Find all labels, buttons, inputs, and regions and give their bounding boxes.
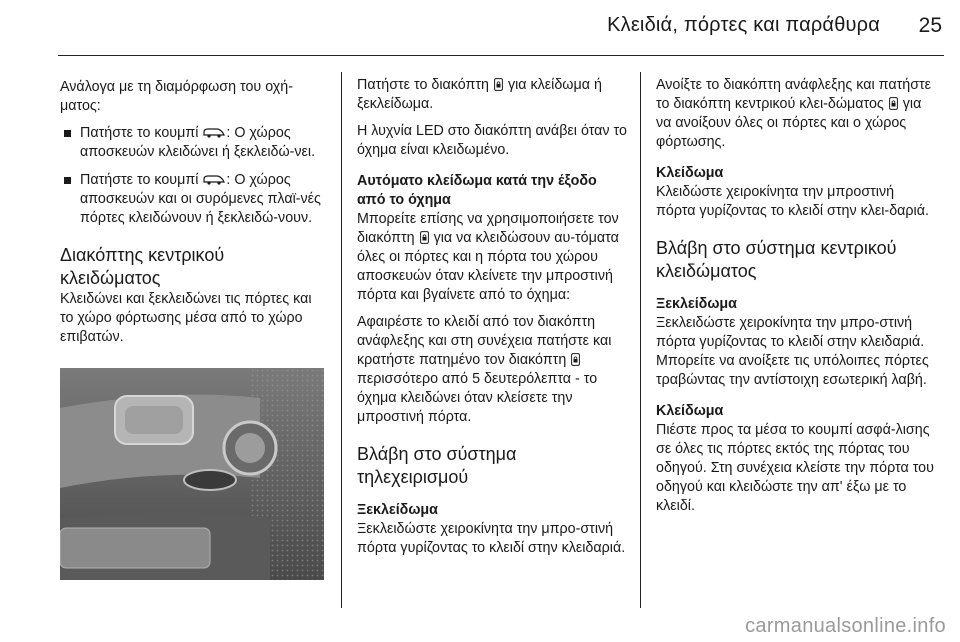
column-3 bbox=[656, 76, 936, 524]
header-divider bbox=[58, 55, 944, 56]
bullet-item: Πατήστε το κουμπί : Ο χώρος αποσκευών κλειδώνει ή ξεκλειδώ-νει. bbox=[60, 124, 325, 162]
section-heading: Βλάβη στο σύστημα κεντρικού κλειδώματος bbox=[656, 238, 897, 281]
column-divider-2 bbox=[640, 72, 641, 608]
bullet-square-icon bbox=[64, 177, 71, 184]
paragraph: Αφαιρέστε το κλειδί από τον διακόπτη ανάφλεξης και στη συνέχεια πατήστε και κρατήστε πατημένο τον διακόπτη περισσότερο από 5 δευτερόλεπτα - το όχημα κλειδώνει όταν κλείσετε την μπροστινή πόρτα. bbox=[357, 314, 612, 425]
section-body: Κλειδώνει και ξεκλειδώνει τις πόρτες και το χώρο φόρτωσης μέσα από το χώρο επιβατών. bbox=[60, 291, 312, 345]
column-2 bbox=[357, 76, 627, 566]
paragraph: Ανοίξτε το διακόπτη ανάφλεξης και πατήστε το διακόπτη κεντρικού κλει-δώματος για να ανοίξουν όλες οι πόρτες και ο χώρος φόρτωσης. bbox=[656, 77, 932, 150]
watermark: carmanualsonline.info bbox=[745, 615, 946, 637]
lock-switch-icon bbox=[420, 231, 429, 244]
subsection-heading: Κλείδωμα bbox=[656, 403, 724, 419]
interior-photo-illustration bbox=[60, 368, 324, 580]
section-heading: Αυτόματο κλείδωμα κατά την έξοδο από το όχημα bbox=[357, 173, 597, 208]
column-1 bbox=[60, 78, 325, 355]
section-heading: Βλάβη στο σύστημα τηλεχειρισμού bbox=[357, 444, 517, 487]
intro-text: Ανάλογα με τη διαμόρφωση του οχή-ματος: bbox=[60, 79, 293, 114]
central-lock-switch-photo bbox=[60, 368, 324, 580]
paragraph: Η λυχνία LED στο διακόπτη ανάβει όταν το όχημα είναι κλειδωμένο. bbox=[357, 123, 627, 158]
paragraph: Κλειδώστε χειροκίνητα την μπροστινή πόρτα γυρίζοντας το κλειδί στην κλει-δαριά. bbox=[656, 184, 929, 219]
section-heading: Διακόπτης κεντρικού κλειδώματος bbox=[60, 245, 225, 288]
bullet-square-icon bbox=[64, 130, 71, 137]
column-divider-1 bbox=[341, 72, 342, 608]
subsection-heading: Ξεκλείδωμα bbox=[357, 502, 438, 518]
bullet-item: Πατήστε το κουμπί : Ο χώρος αποσκευών και οι συρόμενες πλαϊ-νές πόρτες κλειδώνουν ή ξεκλειδώ-νουν. bbox=[60, 171, 325, 228]
page-title: Κλειδιά, πόρτες και παράθυρα bbox=[607, 14, 880, 36]
paragraph: Ξεκλειδώστε χειροκίνητα την μπρο-στινή πόρτα γυρίζοντας το κλειδί στην κλειδαριά. bbox=[357, 521, 626, 556]
lock-switch-icon bbox=[889, 97, 898, 110]
lock-switch-icon bbox=[571, 353, 580, 366]
paragraph: Πιέστε προς τα μέσα το κουμπί ασφά-λισης σε όλες τις πόρτες εκτός της πόρτας του οδηγού. Στη συνέχεια κλείστε την πόρτα του οδηγού και κλειδώστε την απ' έξω με το κλειδί. bbox=[656, 422, 934, 514]
subsection-heading: Κλείδωμα bbox=[656, 165, 724, 181]
car-rear-button-icon bbox=[203, 173, 225, 185]
paragraph: Μπορείτε επίσης να χρησιμοποιήσετε τον διακόπτη για να κλειδώσουν αυ-τόματα όλες οι πόρτες και η πόρτα του χώρου αποσκευών όταν κλείνετε την μπροστινή πόρτα και βγαίνετε από το όχημα: bbox=[357, 211, 619, 303]
paragraph: Ξεκλειδώστε χειροκίνητα την μπρο-στινή πόρτα γυρίζοντας το κλειδί στην κλειδαριά. Μπορείτε να ανοίξετε τις υπόλοιπες πόρτες τραβώντας την αντίστοιχη εσωτερική λαβή. bbox=[656, 315, 929, 388]
paragraph: Πατήστε το διακόπτη για κλείδωμα ή ξεκλείδωμα. bbox=[357, 77, 602, 112]
subsection-heading: Ξεκλείδωμα bbox=[656, 296, 737, 312]
page-number: 25 bbox=[918, 14, 942, 37]
car-rear-button-icon bbox=[203, 126, 225, 138]
lock-switch-icon bbox=[494, 78, 503, 91]
